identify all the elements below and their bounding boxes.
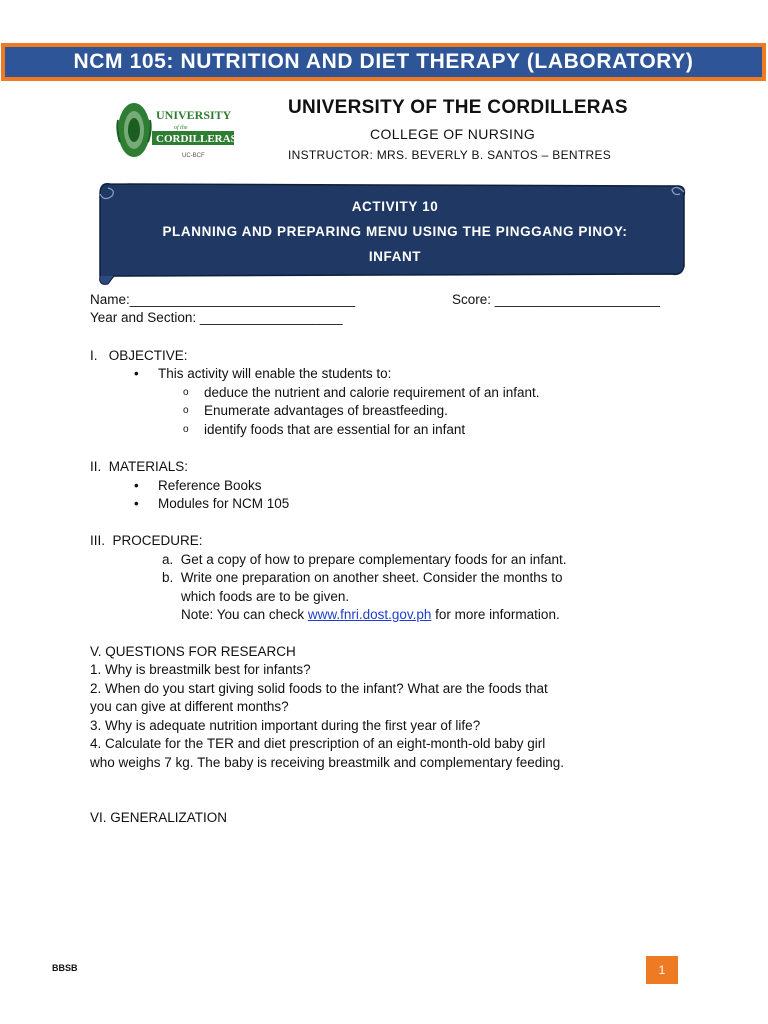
svg-text:UNIVERSITY: UNIVERSITY bbox=[156, 108, 232, 122]
question-line: 2. When do you start giving solid foods to the infant? What are the foods that bbox=[90, 681, 548, 696]
activity-title bbox=[110, 194, 680, 269]
footer-initials: BBSB bbox=[52, 963, 78, 973]
activity-number: ACTIVITY 10 bbox=[351, 199, 439, 214]
objective-item: o deduce the nutrient and calorie requirement of an infant. bbox=[204, 384, 539, 403]
svg-text:CORDILLERAS: CORDILLERAS bbox=[156, 133, 237, 145]
university-logo bbox=[116, 98, 238, 162]
college-name: COLLEGE OF NURSING bbox=[370, 126, 536, 142]
fnri-link[interactable]: www.fnri.dost.gov.ph bbox=[307, 607, 432, 622]
generalization-heading: VI. GENERALIZATION bbox=[90, 810, 228, 825]
name-field: Name:______________________________ bbox=[90, 292, 356, 307]
svg-text:UC-BCF: UC-BCF bbox=[182, 153, 205, 159]
activity-title-line1: PLANNING AND PREPARING MENU USING THE PINGGANG PINOY: bbox=[162, 224, 628, 239]
materials-heading: II. MATERIALS: bbox=[90, 459, 189, 474]
materials-item: • Reference Books bbox=[158, 477, 262, 496]
objective-heading: I. OBJECTIVE: bbox=[90, 348, 188, 363]
question-line: 3. Why is adequate nutrition important during the first year of life? bbox=[90, 718, 481, 733]
instructor-name: INSTRUCTOR: MRS. BEVERLY B. SANTOS – BENTRES bbox=[288, 148, 612, 162]
procedure-heading: III. PROCEDURE: bbox=[90, 533, 203, 548]
procedure-step-a: a. Get a copy of how to prepare complementary foods for an infant. bbox=[162, 552, 567, 567]
procedure-note bbox=[181, 606, 560, 625]
svg-text:of the: of the bbox=[174, 125, 188, 131]
activity-title-line2: INFANT bbox=[368, 249, 422, 264]
university-name: UNIVERSITY OF THE CORDILLERAS bbox=[288, 97, 628, 118]
question-line: 1. Why is breastmilk best for infants? bbox=[90, 662, 311, 677]
course-banner: NCM 105: NUTRITION AND DIET THERAPY (LABORATORY) bbox=[1, 43, 766, 81]
note-suffix: for more information. bbox=[431, 607, 560, 622]
objective-intro: • This activity will enable the students to: bbox=[158, 365, 391, 384]
question-line: who weighs 7 kg. The baby is receiving breastmilk and complementary feeding. bbox=[90, 755, 564, 770]
note-prefix: Note: You can check bbox=[181, 607, 308, 622]
procedure-step-b-cont: which foods are to be given. bbox=[181, 589, 350, 604]
objective-item: o identify foods that are essential for an infant bbox=[204, 421, 465, 440]
question-line: 4. Calculate for the TER and diet prescription of an eight-month-old baby girl bbox=[90, 736, 546, 751]
page-number: 1 bbox=[646, 956, 678, 984]
procedure-step-b: b. Write one preparation on another sheet. Consider the months to bbox=[162, 570, 563, 585]
score-field: Score: ______________________ bbox=[452, 292, 660, 307]
objective-item: o Enumerate advantages of breastfeeding. bbox=[204, 402, 448, 421]
materials-item: • Modules for NCM 105 bbox=[158, 495, 289, 514]
question-line: you can give at different months? bbox=[90, 699, 289, 714]
questions-heading: V. QUESTIONS FOR RESEARCH bbox=[90, 644, 296, 659]
year-section-field: Year and Section: ___________________ bbox=[90, 310, 343, 325]
